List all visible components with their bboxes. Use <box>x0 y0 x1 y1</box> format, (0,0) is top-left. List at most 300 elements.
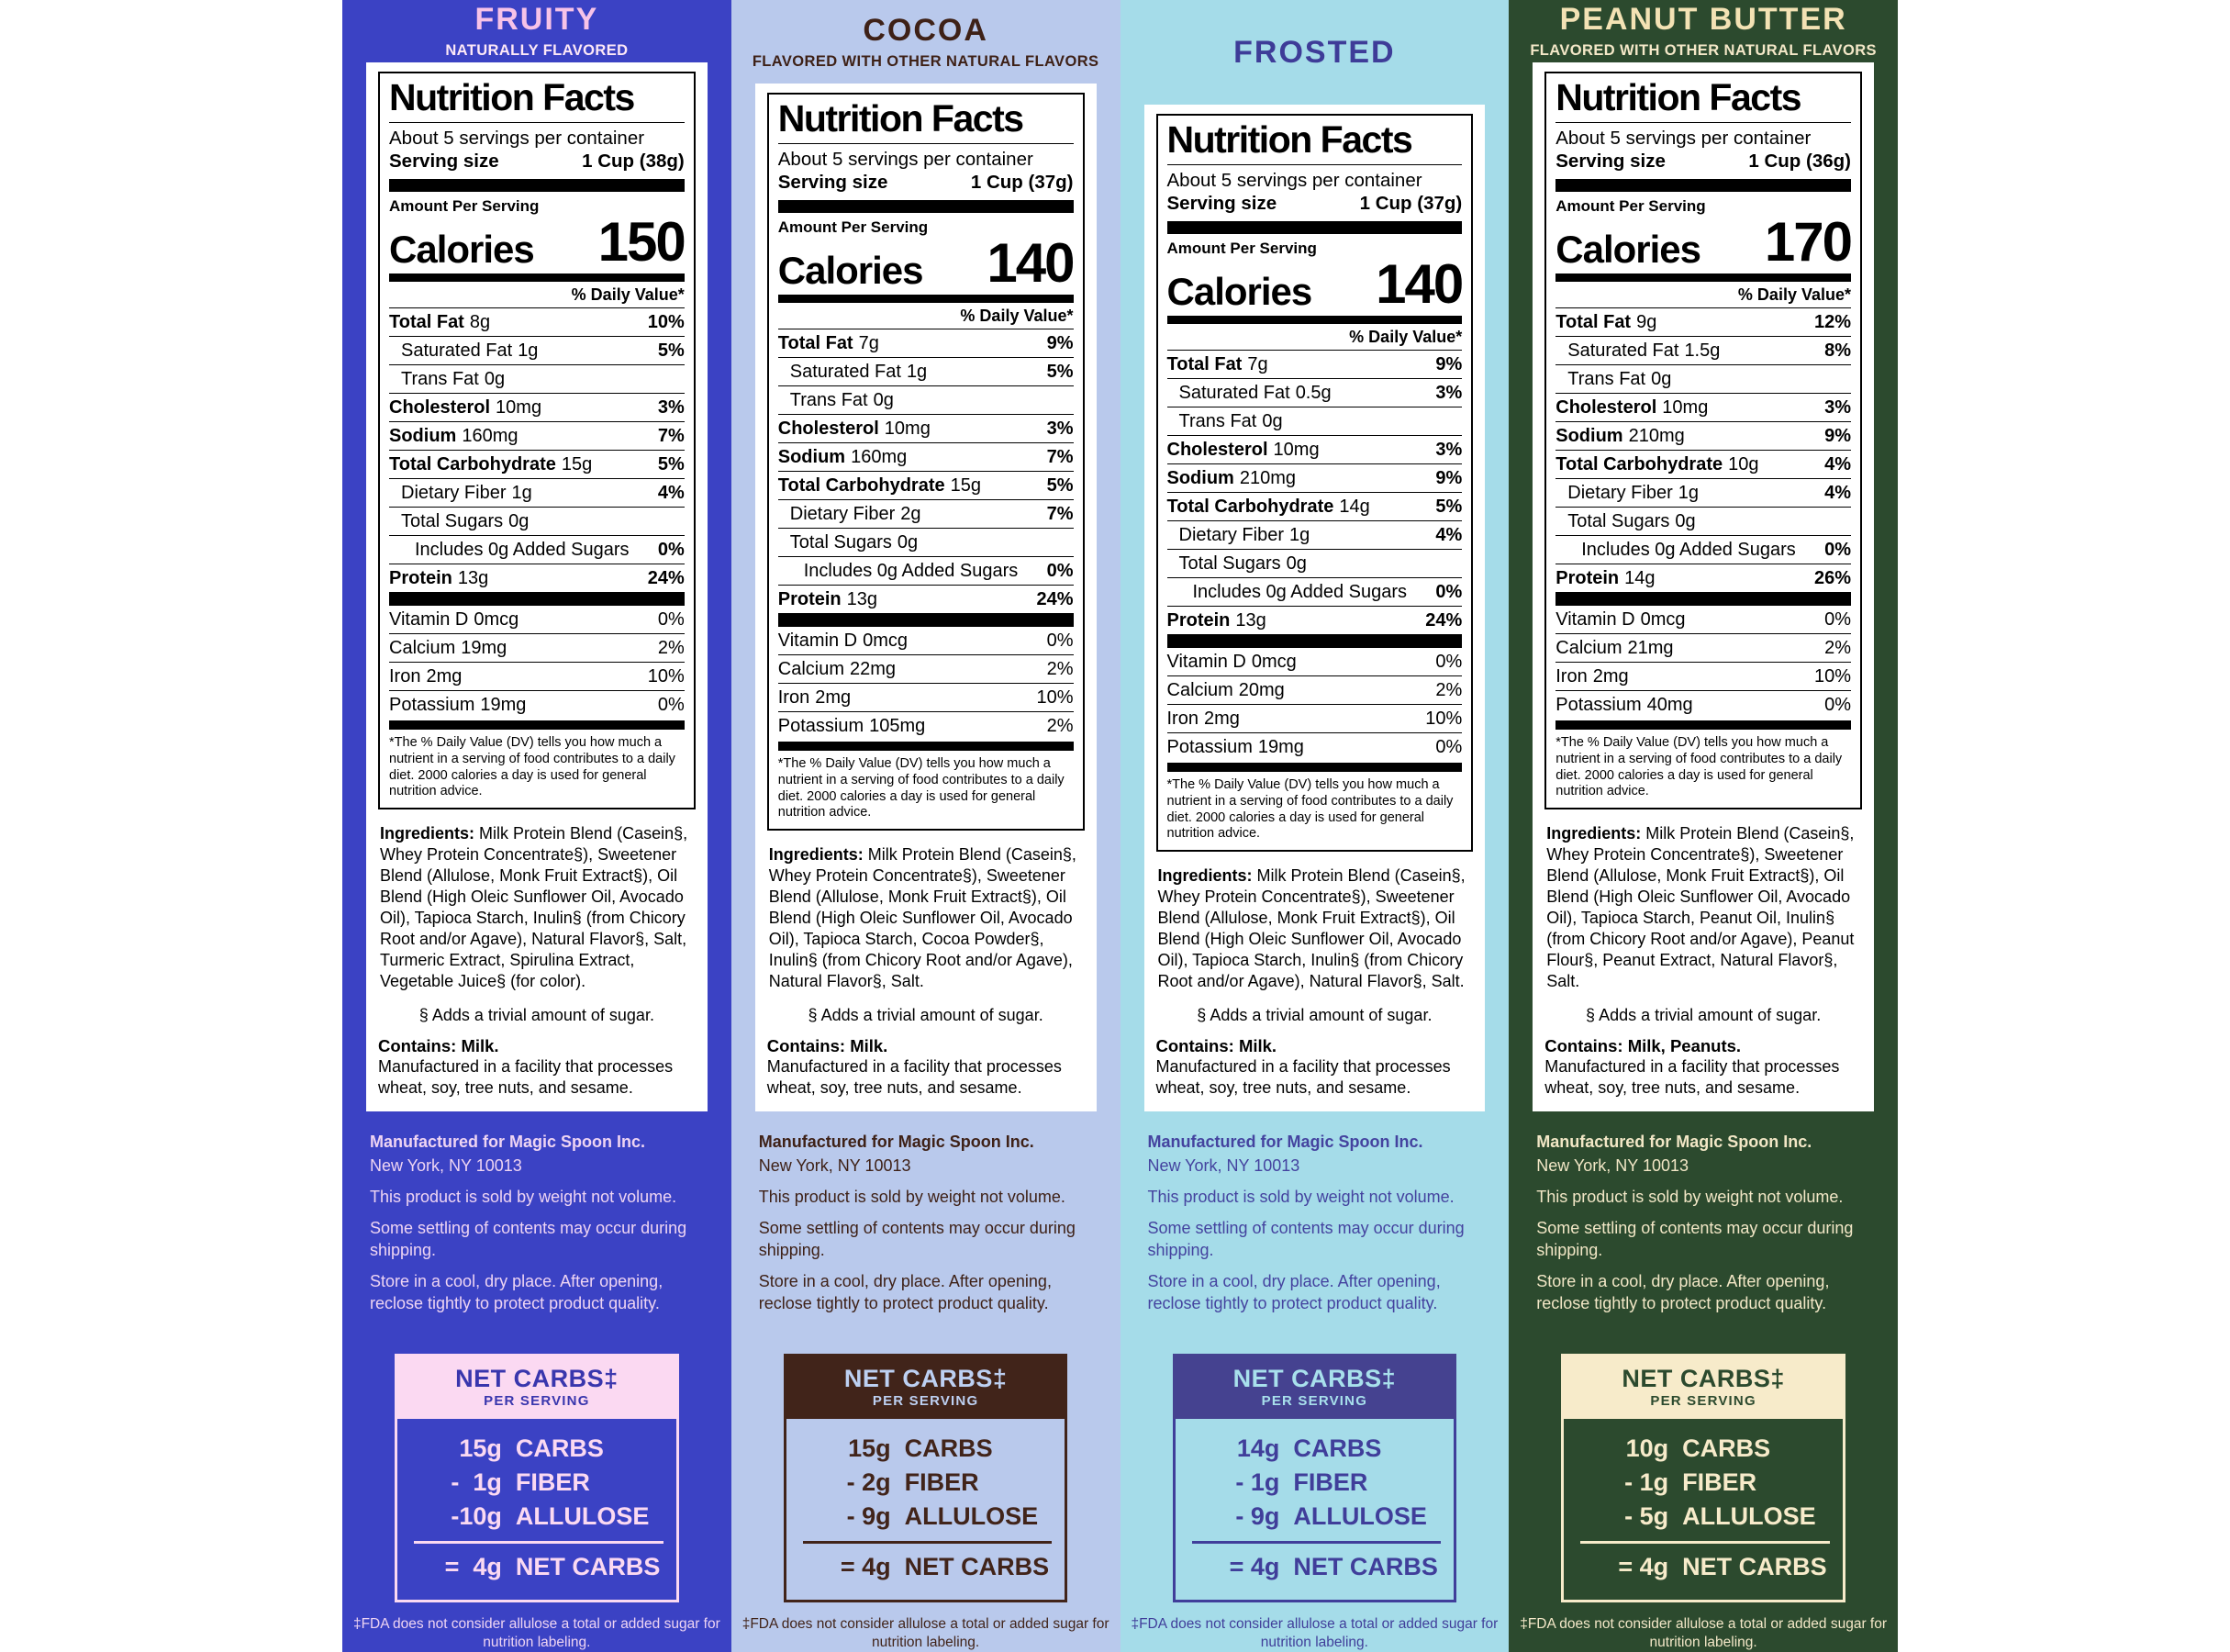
net-carbs-rule <box>803 1541 1052 1544</box>
nutrient-name-value <box>778 333 879 354</box>
vitamin-row <box>1167 704 1463 732</box>
nutrient-name: Trans Fat <box>1178 410 1257 431</box>
vitamin-daily-value: 2% <box>1046 715 1074 736</box>
nutrient-amount: 7g <box>1247 353 1268 374</box>
net-carbs-body <box>1173 1419 1456 1602</box>
net-carbs-footnote: ‡FDA does not consider allulose a total or added sugar for nutrition labeling. <box>1131 1615 1499 1650</box>
ingredients-body: Milk Protein Blend (Casein§, Whey Protein Concentrate§), Sweetener Blend (Allulose, Monk Fruit Extract§), Oil Blend (High Oleic Sunflower Oil, Avocado Oil), Tapioca Starch, Peanut Oil, Inulin§ (from Chicory Root and/or Agave), Peanut Flour§, Peanut Extract, Natural Flavor§, Salt. <box>1546 823 1855 991</box>
nutrient-amount: 13g <box>846 588 878 609</box>
nutrient-row <box>1555 421 1851 450</box>
sold-by-weight-note: This product is sold by weight not volume. <box>1147 1188 1455 1207</box>
facility-note: Manufactured in a facility that processes wheat, soy, tree nuts, and sesame. <box>378 1057 674 1098</box>
vitamin-row <box>389 662 685 690</box>
calories-value: 140 <box>1376 253 1463 316</box>
nutrient-daily-value: 0% <box>1046 560 1074 581</box>
nutrient-daily-value: 4% <box>1824 453 1851 474</box>
vitamin-rows <box>1555 605 1851 719</box>
label-panel <box>366 62 708 1112</box>
nutrient-row <box>778 528 1074 556</box>
nutrient-name-value <box>790 390 894 411</box>
settling-note: Some settling of contents may occur during shipping. <box>1536 1219 1854 1259</box>
sugar-note: § Adds a trivial amount of sugar. <box>1197 1006 1433 1025</box>
nutrient-name-value <box>1567 483 1699 504</box>
nutrient-daily-value: 5% <box>1046 361 1074 382</box>
nutrient-name-value <box>389 454 592 475</box>
nutrient-name-value <box>1179 411 1283 432</box>
nutrient-row <box>1167 577 1463 606</box>
servings-per-container: About 5 servings per container <box>389 127 645 149</box>
net-carbs-row <box>1571 1466 1834 1500</box>
nutrient-row <box>389 478 685 507</box>
vitamin-row <box>1555 662 1851 690</box>
vitamin-daily-value: 2% <box>1046 658 1074 679</box>
net-carbs-amount: - 9g <box>846 1502 891 1531</box>
nutrient-daily-value: 5% <box>1435 496 1463 517</box>
calories-value: 150 <box>597 211 685 273</box>
nutrient-name: Saturated Fat <box>1178 382 1290 403</box>
nutrient-daily-value: 0% <box>1435 581 1463 602</box>
vitamin-name-value <box>1555 695 1692 716</box>
nutrient-name: Protein <box>777 588 842 609</box>
nutrient-name: Includes 0g Added Sugars <box>1192 581 1408 602</box>
nf-footnote: *The % Daily Value (DV) tells you how much a nutrient in a serving of food contributes to a daily diet. 2000 calories a day is used for general nutrition advice. <box>1555 735 1843 799</box>
nutrition-facts-title: Nutrition Facts <box>389 79 685 123</box>
net-carbs-amount: - 5g <box>1624 1502 1669 1531</box>
nutrition-facts-box <box>1544 72 1862 809</box>
nutrient-name-value <box>1193 582 1408 603</box>
label-panel <box>1144 105 1486 1112</box>
vitamin-amount: 0mcg <box>1251 651 1297 672</box>
net-carbs-row <box>1183 1500 1446 1534</box>
net-carbs-title: NET CARBS‡ <box>843 1365 1008 1393</box>
vitamin-name: Calcium <box>1166 679 1233 700</box>
manufacturer-address: New York, NY 10013 <box>1536 1155 1689 1175</box>
nutrient-daily-value: 5% <box>657 453 685 474</box>
nutrient-amount: 0g <box>1651 368 1672 389</box>
nutrient-row <box>389 450 685 478</box>
net-carbs-total-label: NET CARBS <box>1293 1553 1438 1581</box>
nutrient-name: Total Sugars <box>789 531 892 553</box>
nutrient-name: Protein <box>1555 567 1620 588</box>
net-carbs-row <box>1571 1432 1834 1466</box>
nutrient-row <box>1167 407 1463 435</box>
vitamin-row <box>1555 690 1851 719</box>
nutrient-daily-value: 8% <box>1824 340 1851 361</box>
vitamin-row <box>389 605 685 633</box>
nutrient-row <box>1167 350 1463 378</box>
nutrient-name-value <box>389 312 490 333</box>
serving-size-label: Serving size <box>389 151 499 173</box>
net-carbs-amount: 15g <box>848 1434 891 1462</box>
divider-bar <box>1555 179 1851 192</box>
nutrient-name: Total Fat <box>1166 353 1243 374</box>
vitamin-amount: 2mg <box>815 686 852 708</box>
nutrient-name-value <box>778 419 931 440</box>
vitamin-row <box>1167 732 1463 761</box>
nutrient-amount: 160mg <box>462 425 518 446</box>
divider-bar <box>1167 634 1463 647</box>
net-carbs-amount: 14g <box>1236 1434 1280 1462</box>
vitamin-name: Iron <box>1166 708 1199 729</box>
flavor-subtitle: FLAVORED WITH OTHER NATURAL FLAVORS <box>1530 42 1877 60</box>
net-carbs-total-amount: = 4g <box>1229 1553 1280 1581</box>
net-carbs-subtitle: PER SERVING <box>484 1392 590 1409</box>
nutrient-row <box>389 307 685 336</box>
sugar-note: § Adds a trivial amount of sugar. <box>808 1006 1043 1025</box>
net-carbs-box <box>784 1354 1067 1602</box>
nutrient-row <box>1555 450 1851 478</box>
net-carbs-row <box>794 1500 1057 1534</box>
nf-footnote: *The % Daily Value (DV) tells you how much a nutrient in a serving of food contributes to a daily diet. 2000 calories a day is used for general nutrition advice. <box>389 735 675 799</box>
divider-bar <box>1555 273 1851 282</box>
ingredients-body: Milk Protein Blend (Casein§, Whey Protein Concentrate§), Sweetener Blend (Allulose, Monk Fruit Extract§), Oil Blend (High Oleic Sunflower Oil, Avocado Oil), Tapioca Starch, Cocoa Powder§, Inulin§ (from Chicory Root and/or Agave), Natural Flavor§, Salt. <box>768 845 1076 991</box>
nutrient-name: Total Carbohydrate <box>777 474 945 496</box>
serving-size-label: Serving size <box>777 172 888 194</box>
nutrient-amount: 1g <box>906 361 928 382</box>
divider-bar <box>389 273 685 282</box>
nutrient-amount: 0.5g <box>1295 382 1332 403</box>
net-carbs-footnote: ‡FDA does not consider allulose a total or added sugar for nutrition labeling. <box>352 1615 720 1650</box>
nutrient-rows <box>1167 350 1463 634</box>
nutrient-name: Cholesterol <box>777 418 879 439</box>
nutrient-daily-value: 9% <box>1435 353 1463 374</box>
nutrient-row <box>1167 463 1463 492</box>
nutrient-daily-value: 0% <box>657 539 685 560</box>
nutrient-amount: 1g <box>518 340 539 361</box>
divider-bar <box>1555 720 1851 730</box>
nutrient-name: Trans Fat <box>1567 368 1646 389</box>
vitamin-name-value <box>1167 737 1304 758</box>
nutrient-amount: 8g <box>469 311 491 332</box>
nutrient-name: Dietary Fiber <box>401 482 507 503</box>
nutrient-name-value <box>1167 610 1266 631</box>
calories-label: Calories <box>1166 270 1312 314</box>
nutrient-row <box>1555 478 1851 507</box>
nutrient-name-value <box>389 426 518 447</box>
nutrient-name: Sodium <box>1555 425 1623 446</box>
nutrient-name-value <box>1567 340 1720 362</box>
nutrient-row <box>1167 378 1463 407</box>
vitamin-row <box>1167 647 1463 675</box>
net-carbs-total-label: NET CARBS <box>904 1553 1050 1581</box>
nutrient-row <box>778 556 1074 585</box>
settling-note: Some settling of contents may occur during shipping. <box>1147 1219 1465 1259</box>
manufactured-for: Manufactured for Magic Spoon Inc. <box>758 1133 1034 1152</box>
vitamin-daily-value: 0% <box>1435 736 1463 757</box>
nutrient-name-value <box>1167 354 1268 375</box>
calories-row <box>1166 253 1463 316</box>
nutrient-row <box>1555 535 1851 564</box>
nf-footnote: *The % Daily Value (DV) tells you how much a nutrient in a serving of food contributes to a daily diet. 2000 calories a day is used for general nutrition advice. <box>1166 777 1454 842</box>
nutrient-name: Includes 0g Added Sugars <box>415 539 630 560</box>
nutrient-name: Total Fat <box>389 311 464 332</box>
nutrient-row <box>389 364 685 393</box>
calories-row <box>389 211 685 273</box>
nutrient-name-value <box>1167 468 1297 489</box>
nutrient-name-value <box>778 447 908 468</box>
net-carbs-footnote: ‡FDA does not consider allulose a total or added sugar for nutrition labeling. <box>741 1615 1109 1650</box>
nutrient-daily-value: 3% <box>1046 418 1074 439</box>
nutrient-daily-value: 3% <box>657 396 685 418</box>
nutrient-amount: 10mg <box>884 418 931 439</box>
vitamin-rows <box>1167 647 1463 761</box>
nutrient-name-value <box>790 362 927 383</box>
nutrient-name-value <box>401 340 538 362</box>
serving-size-value: 1 Cup (38g) <box>582 151 685 173</box>
nutrient-amount: 0g <box>873 389 894 410</box>
daily-value-header: % Daily Value* <box>1349 328 1463 347</box>
nutrient-daily-value: 9% <box>1824 425 1851 446</box>
nutrient-name: Saturated Fat <box>401 340 513 361</box>
nutrient-name: Protein <box>1166 609 1231 631</box>
nutrient-name: Cholesterol <box>1166 439 1268 460</box>
net-carbs-row <box>794 1466 1057 1500</box>
amount-per-serving-label: Amount Per Serving <box>1555 197 1706 216</box>
net-carbs-total-row <box>794 1550 1057 1584</box>
nutrient-row <box>389 564 685 592</box>
manufactured-for: Manufactured for Magic Spoon Inc. <box>1147 1133 1423 1152</box>
vitamin-daily-value: 0% <box>1046 630 1074 651</box>
nutrient-rows <box>1555 307 1851 592</box>
facility-note: Manufactured in a facility that processes wheat, soy, tree nuts, and sesame. <box>766 1057 1062 1098</box>
net-carbs-box <box>1173 1354 1456 1602</box>
contains-note: Contains: Milk, Peanuts. <box>1544 1036 1742 1056</box>
vitamin-daily-value: 0% <box>657 608 685 630</box>
nutrient-row <box>389 336 685 364</box>
vitamin-name: Vitamin D <box>1555 608 1635 630</box>
net-carbs-total-amount: = 4g <box>840 1553 891 1581</box>
nutrient-row <box>389 507 685 535</box>
nutrient-name: Dietary Fiber <box>1178 524 1284 545</box>
nutrient-row <box>778 329 1074 357</box>
net-carbs-label: FIBER <box>1682 1468 1757 1496</box>
vitamin-amount: 0mcg <box>1640 608 1686 630</box>
vitamin-name-value <box>389 609 518 631</box>
net-carbs-amount: - 1g <box>1235 1468 1280 1496</box>
nutrient-name: Sodium <box>777 446 846 467</box>
nutrient-amount: 14g <box>1339 496 1370 517</box>
net-carbs-label: CARBS <box>515 1434 604 1462</box>
vitamin-row <box>778 683 1074 711</box>
facility-note: Manufactured in a facility that processes wheat, soy, tree nuts, and sesame. <box>1544 1057 1840 1098</box>
flavor-subtitle: NATURALLY FLAVORED <box>445 42 629 60</box>
ingredients-text <box>1156 852 1474 992</box>
vitamin-name: Calcium <box>777 658 844 679</box>
nutrient-name: Saturated Fat <box>1567 340 1679 361</box>
calories-value: 140 <box>987 232 1074 295</box>
vitamin-amount: 20mg <box>1238 679 1285 700</box>
vitamin-name: Potassium <box>1555 694 1642 715</box>
vitamin-rows <box>389 605 685 719</box>
vitamin-name-value <box>1167 709 1240 730</box>
net-carbs-row <box>1183 1466 1446 1500</box>
net-carbs-row <box>405 1432 668 1466</box>
flavor-header <box>1121 0 1510 105</box>
vitamin-amount: 19mg <box>480 694 527 715</box>
nutrient-amount: 210mg <box>1628 425 1685 446</box>
net-carbs-total-label: NET CARBS <box>1682 1553 1827 1581</box>
net-carbs-subtitle: PER SERVING <box>1261 1392 1368 1409</box>
net-carbs-body <box>1561 1419 1845 1602</box>
net-carbs-row <box>794 1432 1057 1466</box>
vitamin-name-value <box>389 695 526 716</box>
vitamin-amount: 2mg <box>426 665 463 686</box>
nutrient-name-value <box>415 540 630 561</box>
nutrient-name: Dietary Fiber <box>1567 482 1673 503</box>
nutrient-amount: 0g <box>1675 510 1696 531</box>
nutrient-amount: 10mg <box>1662 396 1709 418</box>
calories-label: Calories <box>389 228 534 272</box>
vitamin-name: Iron <box>777 686 810 708</box>
nutrient-name: Total Sugars <box>1567 510 1670 531</box>
calories-row <box>1555 211 1851 273</box>
nutrient-name-value <box>1179 553 1307 575</box>
divider-bar <box>389 720 685 730</box>
nutrient-amount: 15g <box>561 453 593 474</box>
nutrient-daily-value: 24% <box>647 567 685 588</box>
nutrient-name: Trans Fat <box>401 368 479 389</box>
manufactured-for: Manufactured for Magic Spoon Inc. <box>370 1133 646 1152</box>
facility-note: Manufactured in a facility that processes wheat, soy, tree nuts, and sesame. <box>1155 1057 1451 1098</box>
manufactured-block <box>342 1111 731 1332</box>
nutrient-rows <box>778 329 1074 613</box>
net-carbs-total-amount: = 4g <box>444 1553 502 1581</box>
sugar-note: § Adds a trivial amount of sugar. <box>1586 1006 1822 1025</box>
ingredients-body: Milk Protein Blend (Casein§, Whey Protein Concentrate§), Sweetener Blend (Allulose, Monk Fruit Extract§), Oil Blend (High Oleic Sunflower Oil, Avocado Oil), Tapioca Starch, Inulin§ (from Chicory Root and/or Agave), Natural Flavor§, Salt, Turmeric Extract, Spirulina Extract, Vegetable Juice§ (for color). <box>380 823 688 991</box>
nutrition-facts-title: Nutrition Facts <box>1167 121 1463 165</box>
net-carbs-total-label: NET CARBS <box>515 1553 661 1581</box>
amount-per-serving-label: Amount Per Serving <box>1166 240 1317 258</box>
flavor-header <box>731 0 1121 84</box>
net-carbs-label: ALLULOSE <box>515 1502 650 1531</box>
vitamin-daily-value: 2% <box>657 637 685 658</box>
manufacturer-address: New York, NY 10013 <box>370 1155 522 1175</box>
flavor-header <box>342 0 731 62</box>
divider-bar <box>389 592 685 605</box>
serving-size-value: 1 Cup (36g) <box>1748 151 1851 173</box>
contains-note: Contains: Milk. <box>378 1036 499 1056</box>
vitamin-name-value <box>778 631 908 652</box>
serving-size-row <box>1167 191 1463 221</box>
divider-bar <box>1555 592 1851 605</box>
vitamin-daily-value: 2% <box>1435 679 1463 700</box>
daily-value-header: % Daily Value* <box>1737 285 1851 305</box>
nutrition-facts-box <box>378 72 696 809</box>
net-carbs-title: NET CARBS‡ <box>1232 1365 1397 1393</box>
calories-label: Calories <box>1555 228 1700 272</box>
sugar-note: § Adds a trivial amount of sugar. <box>418 1006 654 1025</box>
flavor-title: FROSTED <box>1233 34 1396 70</box>
manufactured-block <box>1121 1111 1510 1332</box>
nutrient-name: Total Carbohydrate <box>1555 453 1723 474</box>
nutrient-daily-value: 5% <box>657 340 685 361</box>
divider-bar <box>1167 221 1463 234</box>
vitamin-daily-value: 0% <box>1824 694 1851 715</box>
flavor-column <box>1509 0 1898 1652</box>
net-carbs-rule <box>1192 1541 1441 1544</box>
nutrient-daily-value: 9% <box>1046 332 1074 353</box>
vitamin-name: Potassium <box>389 694 475 715</box>
nutrient-amount: 10mg <box>496 396 542 418</box>
net-carbs-rows <box>405 1432 668 1535</box>
nutrient-name-value <box>1167 440 1320 461</box>
serving-size-row <box>1555 149 1851 179</box>
nutrient-daily-value: 3% <box>1824 396 1851 418</box>
vitamin-name: Vitamin D <box>389 608 469 630</box>
nutrient-row <box>1555 307 1851 336</box>
vitamin-name: Potassium <box>777 715 864 736</box>
nutrient-daily-value: 4% <box>1435 524 1463 545</box>
nutrient-name-value <box>1567 511 1695 532</box>
nutrient-name: Dietary Fiber <box>789 503 896 524</box>
net-carbs-title: NET CARBS‡ <box>1622 1365 1785 1393</box>
vitamin-row <box>1555 605 1851 633</box>
nutrient-name: Total Fat <box>1555 311 1632 332</box>
nutrient-name-value <box>790 504 921 525</box>
net-carbs-label: FIBER <box>1293 1468 1368 1496</box>
nutrient-row <box>778 471 1074 499</box>
nutrient-name-value <box>401 511 529 532</box>
nutrient-amount: 10mg <box>1273 439 1320 460</box>
nutrient-amount: 15g <box>950 474 981 496</box>
nutrient-amount: 0g <box>897 531 919 553</box>
nutrient-amount: 13g <box>1235 609 1266 631</box>
net-carbs-total-row <box>1571 1550 1834 1584</box>
net-carbs-label: FIBER <box>904 1468 979 1496</box>
vitamin-name: Potassium <box>1166 736 1253 757</box>
nutrient-amount: 1g <box>1288 524 1310 545</box>
vitamin-name-value <box>778 687 851 709</box>
nutrient-name: Total Fat <box>777 332 853 353</box>
net-carbs-box <box>1561 1354 1845 1602</box>
nutrient-row <box>778 442 1074 471</box>
nutrient-row <box>1167 492 1463 520</box>
nutrient-name-value <box>1555 454 1758 475</box>
vitamin-name-value <box>778 716 926 737</box>
serving-size-value: 1 Cup (37g) <box>1359 193 1463 215</box>
net-carbs-footnote: ‡FDA does not consider allulose a total or added sugar for nutrition labeling. <box>1520 1615 1888 1650</box>
sold-by-weight-note: This product is sold by weight not volume. <box>758 1188 1065 1207</box>
serving-size-row <box>778 170 1074 200</box>
vitamin-name: Vitamin D <box>1166 651 1246 672</box>
net-carbs-body <box>395 1419 678 1602</box>
vitamin-row <box>778 711 1074 740</box>
nutrient-name: Saturated Fat <box>789 361 901 382</box>
ingredients-label: Ingredients: <box>380 823 475 843</box>
vitamin-name-value <box>1555 666 1628 687</box>
nutrient-name-value <box>778 475 981 497</box>
sold-by-weight-note: This product is sold by weight not volume. <box>370 1188 677 1207</box>
nutrient-row <box>1555 336 1851 364</box>
nutrient-name-value <box>401 369 505 390</box>
nutrient-amount: 14g <box>1624 567 1656 588</box>
net-carbs-rows <box>1183 1432 1446 1535</box>
vitamin-daily-value: 10% <box>1813 665 1851 686</box>
nutrient-row <box>389 393 685 421</box>
nutrient-name-value <box>389 397 541 419</box>
servings-per-container: About 5 servings per container <box>1555 127 1812 149</box>
nutrition-facts-box <box>1156 114 1474 852</box>
nutrient-row <box>1555 507 1851 535</box>
vitamin-amount: 19mg <box>1257 736 1304 757</box>
vitamin-amount: 21mg <box>1627 637 1674 658</box>
vitamin-daily-value: 0% <box>657 694 685 715</box>
manufacturer-address: New York, NY 10013 <box>1147 1155 1300 1175</box>
nutrient-name: Sodium <box>1166 467 1234 488</box>
net-carbs-box <box>395 1354 678 1602</box>
amount-per-serving-label: Amount Per Serving <box>389 197 540 216</box>
manufacturer-address: New York, NY 10013 <box>758 1155 911 1175</box>
